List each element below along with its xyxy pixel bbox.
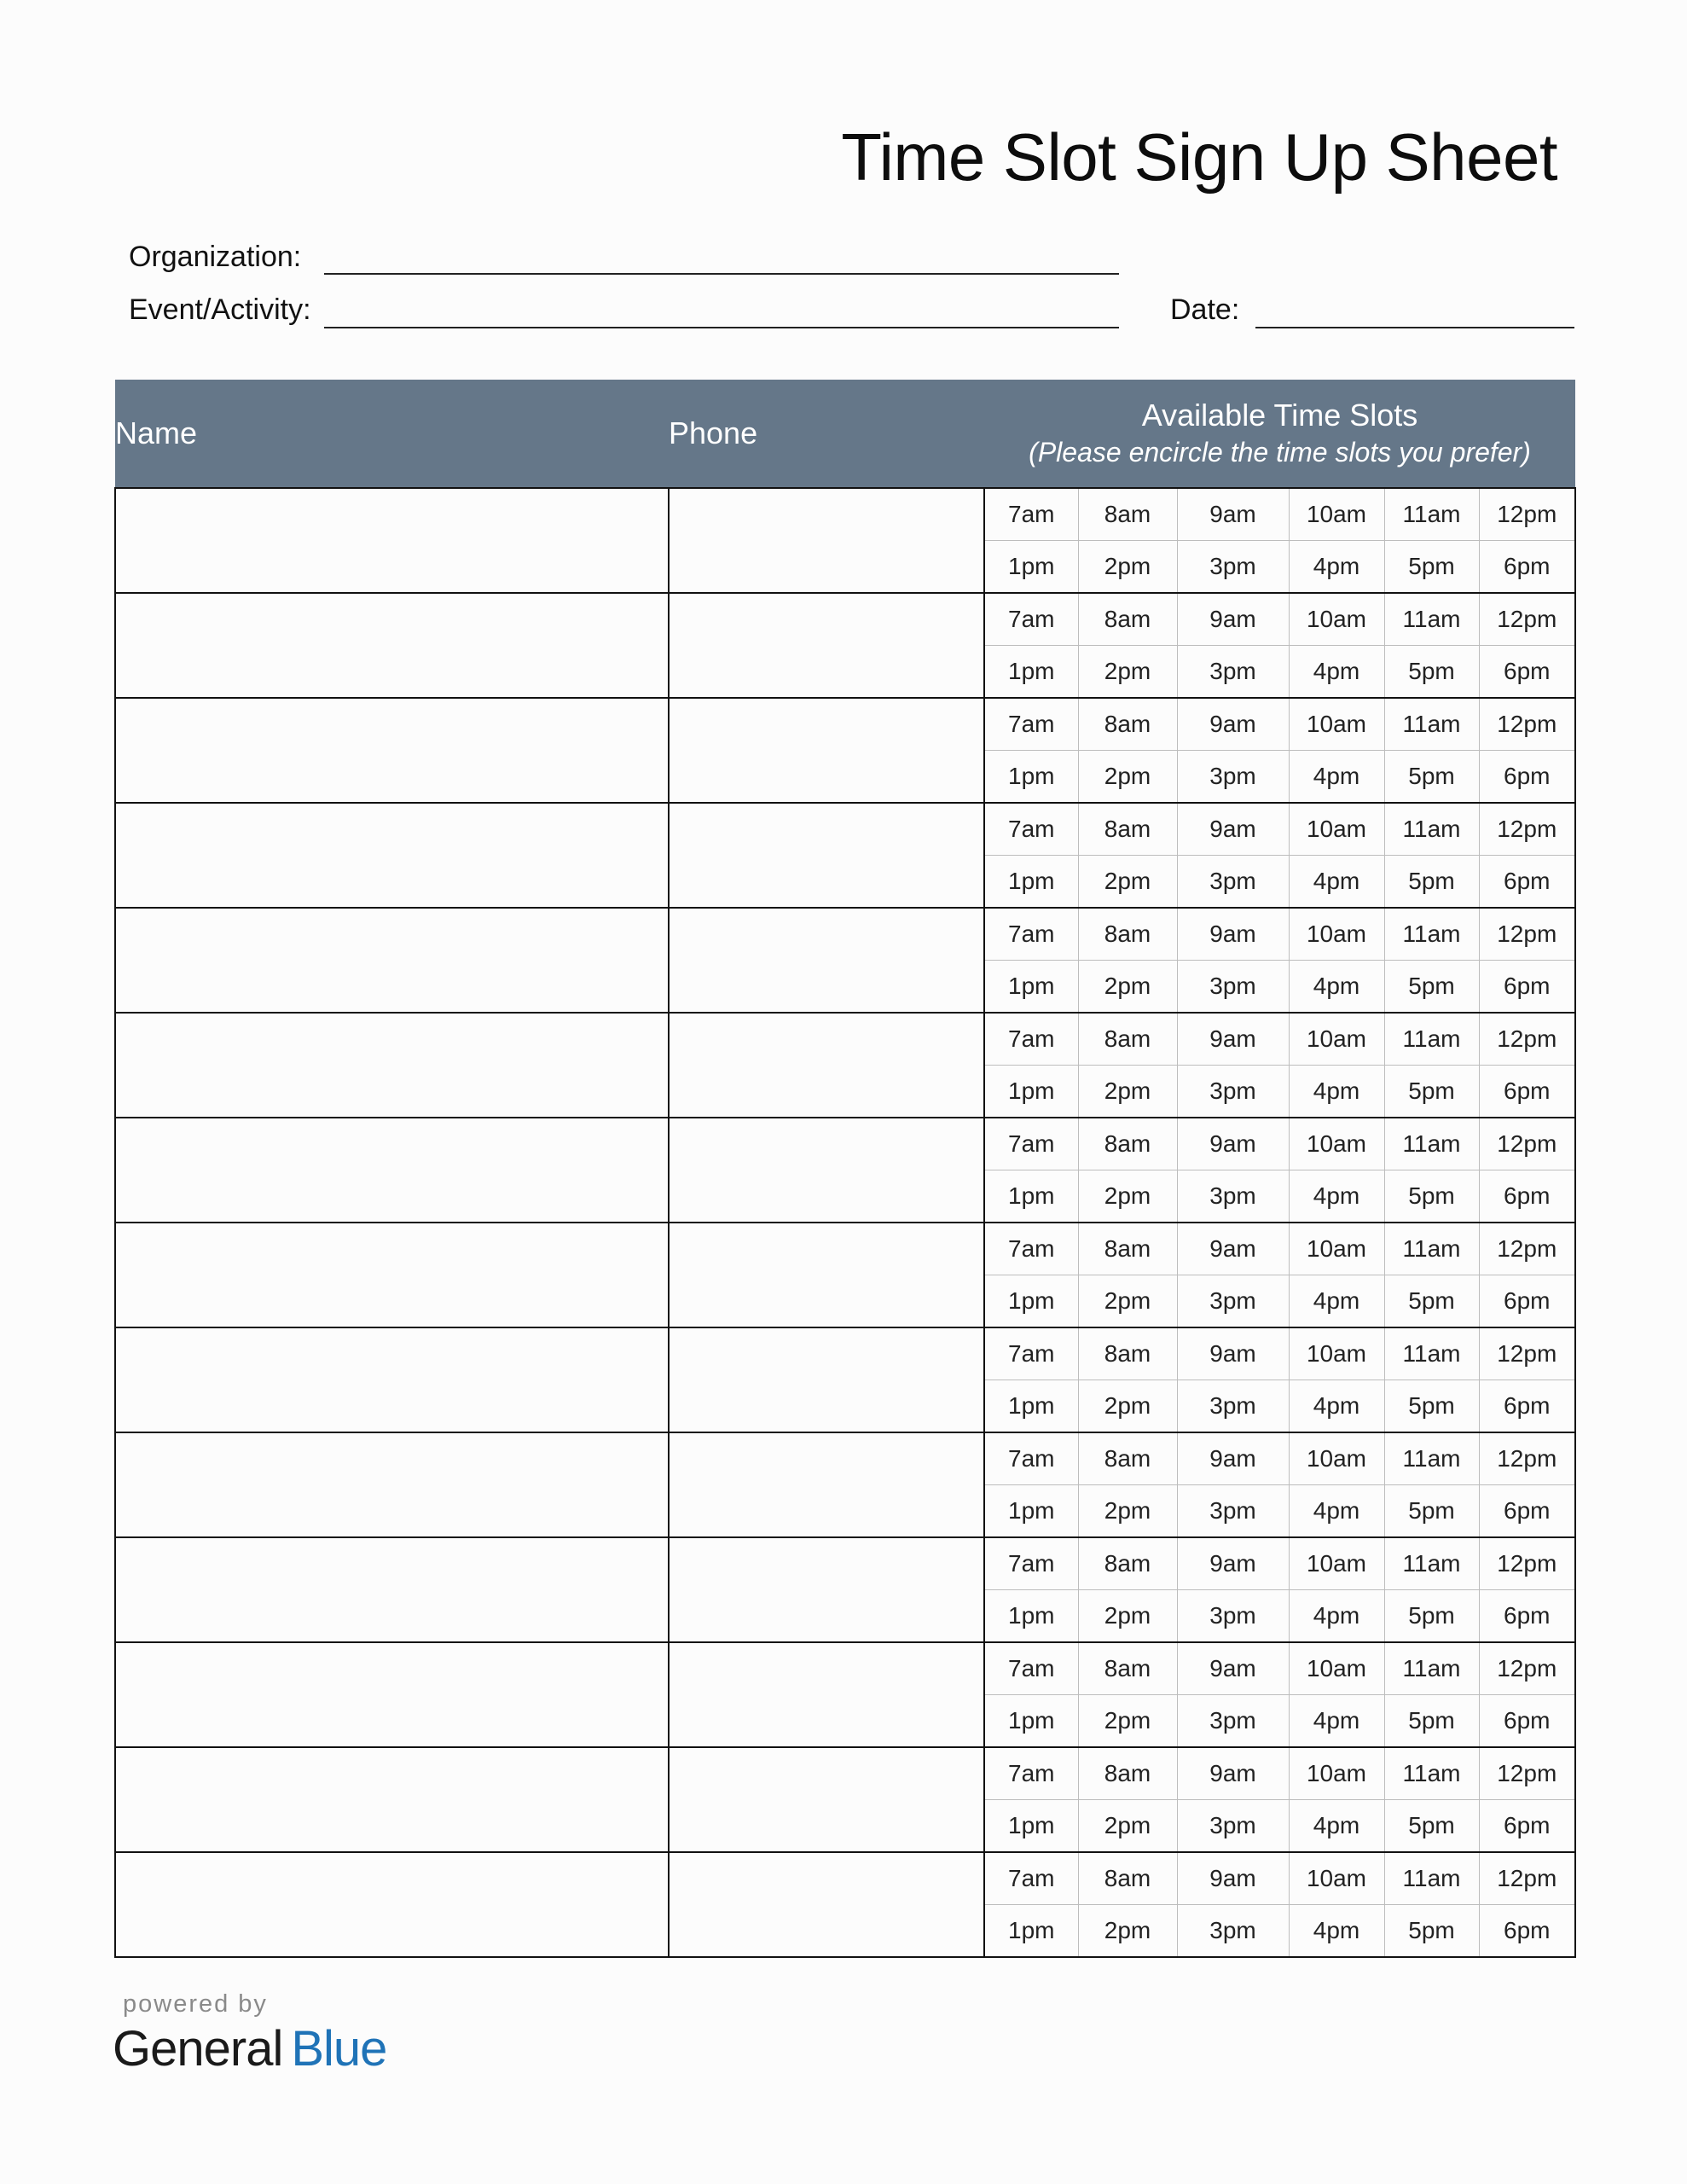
time-slot-option[interactable]: 8am [1078, 1642, 1177, 1695]
time-slot-option[interactable]: 9am [1177, 1747, 1289, 1800]
phone-cell[interactable] [669, 1327, 984, 1432]
time-slot-option[interactable]: 6pm [1479, 856, 1575, 909]
phone-cell[interactable] [669, 1642, 984, 1747]
time-slot-option[interactable]: 2pm [1078, 751, 1177, 804]
name-cell[interactable] [115, 1223, 669, 1327]
time-slot-option[interactable]: 4pm [1289, 1066, 1384, 1118]
time-slot-option[interactable]: 6pm [1479, 1905, 1575, 1958]
time-slot-option[interactable]: 4pm [1289, 541, 1384, 594]
phone-cell[interactable] [669, 908, 984, 1013]
event-field[interactable] [324, 327, 1119, 328]
time-slot-option[interactable]: 6pm [1479, 751, 1575, 804]
time-slot-option[interactable]: 10am [1289, 1432, 1384, 1485]
time-slot-option[interactable]: 10am [1289, 1537, 1384, 1590]
time-slot-option[interactable]: 4pm [1289, 856, 1384, 909]
time-slot-option[interactable]: 11am [1384, 1852, 1479, 1905]
time-slot-option[interactable]: 1pm [984, 646, 1078, 699]
time-slot-option[interactable]: 4pm [1289, 1275, 1384, 1328]
time-slot-option[interactable]: 12pm [1479, 803, 1575, 856]
phone-cell[interactable] [669, 488, 984, 593]
table-row [115, 1223, 1575, 1275]
table-row [115, 1432, 1575, 1485]
time-slot-option[interactable]: 1pm [984, 1170, 1078, 1223]
phone-cell[interactable] [669, 1118, 984, 1223]
time-slot-option[interactable]: 5pm [1384, 646, 1479, 699]
time-slot-option[interactable]: 11am [1384, 1432, 1479, 1485]
table-row [115, 488, 1575, 541]
phone-cell[interactable] [669, 1852, 984, 1957]
time-slot-option[interactable]: 12pm [1479, 1432, 1575, 1485]
time-slot-option[interactable]: 2pm [1078, 1905, 1177, 1958]
time-slot-option[interactable]: 1pm [984, 1485, 1078, 1538]
phone-cell[interactable] [669, 698, 984, 803]
table-row [115, 1642, 1575, 1695]
time-slot-option[interactable]: 10am [1289, 1013, 1384, 1066]
table-row [115, 1013, 1575, 1066]
time-slot-option[interactable]: 7am [984, 803, 1078, 856]
name-cell[interactable] [115, 1852, 669, 1957]
time-slot-option[interactable]: 6pm [1479, 961, 1575, 1014]
time-slot-option[interactable]: 5pm [1384, 856, 1479, 909]
time-slot-option[interactable]: 5pm [1384, 1695, 1479, 1748]
name-cell[interactable] [115, 1432, 669, 1537]
time-slot-option[interactable]: 7am [984, 488, 1078, 541]
time-slot-option[interactable]: 4pm [1289, 961, 1384, 1014]
name-cell[interactable] [115, 488, 669, 593]
time-slot-option[interactable]: 9am [1177, 803, 1289, 856]
time-slot-option[interactable]: 4pm [1289, 1590, 1384, 1643]
time-slot-option[interactable]: 1pm [984, 961, 1078, 1014]
time-slot-option[interactable]: 7am [984, 1118, 1078, 1170]
table-row [115, 1747, 1575, 1800]
time-slot-option[interactable]: 2pm [1078, 646, 1177, 699]
time-slot-option[interactable]: 7am [984, 1747, 1078, 1800]
name-cell[interactable] [115, 1642, 669, 1747]
time-slot-option[interactable]: 12pm [1479, 1327, 1575, 1380]
time-slot-option[interactable]: 1pm [984, 1590, 1078, 1643]
table-row [115, 1327, 1575, 1380]
column-header-phone: Phone [669, 380, 984, 488]
time-slot-option[interactable]: 3pm [1177, 751, 1289, 804]
time-slot-option[interactable]: 7am [984, 908, 1078, 961]
time-slot-option[interactable]: 11am [1384, 488, 1479, 541]
phone-cell[interactable] [669, 1013, 984, 1118]
time-slot-option[interactable]: 10am [1289, 1327, 1384, 1380]
time-slot-option[interactable]: 4pm [1289, 751, 1384, 804]
time-slot-option[interactable]: 10am [1289, 1118, 1384, 1170]
time-slot-option[interactable]: 10am [1289, 1223, 1384, 1275]
time-slot-option[interactable]: 9am [1177, 1432, 1289, 1485]
name-cell[interactable] [115, 803, 669, 908]
time-slot-option[interactable]: 2pm [1078, 1066, 1177, 1118]
time-slot-option[interactable]: 4pm [1289, 646, 1384, 699]
time-slot-option[interactable]: 7am [984, 1852, 1078, 1905]
time-slot-option[interactable]: 1pm [984, 856, 1078, 909]
phone-cell[interactable] [669, 1747, 984, 1852]
time-slot-option[interactable]: 10am [1289, 593, 1384, 646]
time-slot-option[interactable]: 2pm [1078, 1380, 1177, 1433]
time-slot-option[interactable]: 12pm [1479, 698, 1575, 751]
event-label: Event/Activity: [129, 293, 311, 326]
time-slot-option[interactable]: 5pm [1384, 1485, 1479, 1538]
time-slot-option[interactable]: 8am [1078, 1852, 1177, 1905]
time-slot-option[interactable]: 9am [1177, 1537, 1289, 1590]
column-header-name: Name [115, 380, 669, 488]
powered-by-text: powered by [123, 1990, 268, 2018]
time-slot-option[interactable]: 8am [1078, 1118, 1177, 1170]
time-slot-option[interactable]: 5pm [1384, 1275, 1479, 1328]
time-slot-option[interactable]: 9am [1177, 908, 1289, 961]
time-slot-option[interactable]: 9am [1177, 1118, 1289, 1170]
time-slot-option[interactable]: 10am [1289, 1642, 1384, 1695]
time-slot-option[interactable]: 6pm [1479, 1695, 1575, 1748]
time-slot-option[interactable]: 11am [1384, 1747, 1479, 1800]
time-slot-option[interactable]: 9am [1177, 1327, 1289, 1380]
table-row [115, 908, 1575, 961]
time-slot-option[interactable]: 1pm [984, 541, 1078, 594]
time-slot-option[interactable]: 3pm [1177, 1905, 1289, 1958]
time-slot-option[interactable]: 11am [1384, 908, 1479, 961]
time-slot-option[interactable]: 8am [1078, 908, 1177, 961]
name-cell[interactable] [115, 1327, 669, 1432]
time-slot-option[interactable]: 8am [1078, 1013, 1177, 1066]
time-slot-option[interactable]: 9am [1177, 1852, 1289, 1905]
time-slot-option[interactable]: 7am [984, 1013, 1078, 1066]
name-cell[interactable] [115, 698, 669, 803]
time-slot-option[interactable]: 3pm [1177, 1170, 1289, 1223]
time-slot-option[interactable]: 2pm [1078, 1800, 1177, 1853]
time-slot-option[interactable]: 7am [984, 1327, 1078, 1380]
time-slot-option[interactable]: 10am [1289, 803, 1384, 856]
time-slot-option[interactable]: 3pm [1177, 1800, 1289, 1853]
time-slot-option[interactable]: 2pm [1078, 1170, 1177, 1223]
time-slot-option[interactable]: 8am [1078, 803, 1177, 856]
phone-cell[interactable] [669, 593, 984, 698]
time-slot-option[interactable]: 5pm [1384, 1170, 1479, 1223]
name-cell[interactable] [115, 593, 669, 698]
time-slot-option[interactable]: 1pm [984, 1380, 1078, 1433]
time-slot-option[interactable]: 5pm [1384, 541, 1479, 594]
time-slots-instruction: (Please encircle the time slots you prefer) [1029, 436, 1531, 468]
time-slot-option[interactable]: 7am [984, 1642, 1078, 1695]
table-row [115, 803, 1575, 856]
phone-cell[interactable] [669, 803, 984, 908]
time-slot-option[interactable]: 7am [984, 1432, 1078, 1485]
time-slot-option[interactable]: 11am [1384, 803, 1479, 856]
time-slot-option[interactable]: 5pm [1384, 961, 1479, 1014]
time-slot-option[interactable]: 4pm [1289, 1485, 1384, 1538]
time-slot-option[interactable]: 2pm [1078, 961, 1177, 1014]
time-slot-option[interactable]: 1pm [984, 1905, 1078, 1958]
time-slot-option[interactable]: 3pm [1177, 1066, 1289, 1118]
time-slot-option[interactable]: 5pm [1384, 1590, 1479, 1643]
name-cell[interactable] [115, 1537, 669, 1642]
time-slot-option[interactable]: 8am [1078, 1327, 1177, 1380]
time-slot-option[interactable]: 10am [1289, 488, 1384, 541]
time-slot-option[interactable]: 9am [1177, 1013, 1289, 1066]
time-slot-option[interactable]: 8am [1078, 698, 1177, 751]
time-slot-option[interactable]: 10am [1289, 1852, 1384, 1905]
name-cell[interactable] [115, 908, 669, 1013]
column-header-time-slots [984, 380, 1575, 488]
time-slot-option[interactable]: 8am [1078, 1537, 1177, 1590]
time-slot-option[interactable]: 3pm [1177, 1590, 1289, 1643]
time-slot-option[interactable]: 1pm [984, 1275, 1078, 1328]
time-slot-option[interactable]: 6pm [1479, 1800, 1575, 1853]
time-slot-option[interactable]: 9am [1177, 1223, 1289, 1275]
table-row [115, 593, 1575, 646]
time-slot-option[interactable]: 6pm [1479, 1590, 1575, 1643]
organization-label: Organization: [129, 241, 302, 273]
time-slot-option[interactable]: 9am [1177, 488, 1289, 541]
time-slot-option[interactable]: 7am [984, 1537, 1078, 1590]
time-slot-option[interactable]: 12pm [1479, 488, 1575, 541]
time-slot-option[interactable]: 9am [1177, 698, 1289, 751]
time-slot-option[interactable]: 12pm [1479, 1013, 1575, 1066]
time-slot-option[interactable]: 11am [1384, 698, 1479, 751]
name-cell[interactable] [115, 1013, 669, 1118]
time-slot-option[interactable]: 2pm [1078, 1485, 1177, 1538]
time-slot-option[interactable]: 11am [1384, 1642, 1479, 1695]
time-slot-option[interactable]: 2pm [1078, 541, 1177, 594]
brand-name-part2: Blue [291, 2021, 387, 2077]
time-slot-option[interactable]: 11am [1384, 1013, 1479, 1066]
time-slot-option[interactable]: 8am [1078, 1432, 1177, 1485]
time-slot-option[interactable]: 5pm [1384, 1380, 1479, 1433]
time-slot-option[interactable]: 12pm [1479, 1118, 1575, 1170]
time-slot-option[interactable]: 8am [1078, 488, 1177, 541]
table-row [115, 698, 1575, 751]
time-slot-option[interactable]: 5pm [1384, 1800, 1479, 1853]
time-slot-option[interactable]: 7am [984, 593, 1078, 646]
phone-cell[interactable] [669, 1537, 984, 1642]
time-slot-option[interactable]: 11am [1384, 593, 1479, 646]
time-slot-option[interactable]: 8am [1078, 1747, 1177, 1800]
date-field[interactable] [1255, 327, 1574, 328]
time-slot-option[interactable]: 10am [1289, 908, 1384, 961]
time-slot-option[interactable]: 5pm [1384, 1905, 1479, 1958]
time-slot-option[interactable]: 7am [984, 1223, 1078, 1275]
time-slot-option[interactable]: 2pm [1078, 1275, 1177, 1328]
time-slot-option[interactable]: 5pm [1384, 751, 1479, 804]
time-slot-option[interactable]: 2pm [1078, 856, 1177, 909]
organization-field[interactable] [324, 273, 1119, 275]
time-slot-option[interactable]: 3pm [1177, 1695, 1289, 1748]
time-slot-option[interactable]: 1pm [984, 1695, 1078, 1748]
time-slot-option[interactable]: 6pm [1479, 1066, 1575, 1118]
table-header-row [115, 380, 1575, 488]
signup-table [114, 380, 1576, 1958]
time-slot-option[interactable]: 8am [1078, 1223, 1177, 1275]
time-slot-option[interactable]: 12pm [1479, 1223, 1575, 1275]
time-slot-option[interactable]: 12pm [1479, 593, 1575, 646]
time-slot-option[interactable]: 11am [1384, 1118, 1479, 1170]
time-slot-option[interactable]: 12pm [1479, 908, 1575, 961]
time-slot-option[interactable]: 4pm [1289, 1695, 1384, 1748]
time-slot-option[interactable]: 7am [984, 698, 1078, 751]
time-slot-option[interactable]: 12pm [1479, 1747, 1575, 1800]
time-slot-option[interactable]: 4pm [1289, 1800, 1384, 1853]
time-slot-option[interactable]: 11am [1384, 1223, 1479, 1275]
phone-cell[interactable] [669, 1432, 984, 1537]
time-slot-option[interactable]: 2pm [1078, 1695, 1177, 1748]
time-slot-option[interactable]: 1pm [984, 1800, 1078, 1853]
time-slot-option[interactable]: 6pm [1479, 541, 1575, 594]
time-slot-option[interactable]: 6pm [1479, 1380, 1575, 1433]
time-slot-option[interactable]: 3pm [1177, 646, 1289, 699]
time-slot-option[interactable]: 6pm [1479, 1485, 1575, 1538]
table-row [115, 1852, 1575, 1905]
time-slot-option[interactable]: 4pm [1289, 1170, 1384, 1223]
time-slot-option[interactable]: 3pm [1177, 856, 1289, 909]
page-title: Time Slot Sign Up Sheet [841, 119, 1557, 195]
time-slot-option[interactable]: 3pm [1177, 541, 1289, 594]
time-slot-option[interactable]: 12pm [1479, 1852, 1575, 1905]
time-slot-option[interactable]: 10am [1289, 698, 1384, 751]
time-slot-option[interactable]: 1pm [984, 1066, 1078, 1118]
time-slot-option[interactable]: 3pm [1177, 961, 1289, 1014]
table-row [115, 1537, 1575, 1590]
time-slot-option[interactable]: 9am [1177, 593, 1289, 646]
time-slots-title: Available Time Slots [1141, 397, 1418, 433]
time-slot-option[interactable]: 3pm [1177, 1275, 1289, 1328]
time-slot-option[interactable]: 4pm [1289, 1380, 1384, 1433]
time-slot-option[interactable]: 8am [1078, 593, 1177, 646]
time-slot-option[interactable]: 10am [1289, 1747, 1384, 1800]
name-cell[interactable] [115, 1747, 669, 1852]
time-slot-option[interactable]: 6pm [1479, 1275, 1575, 1328]
date-label: Date: [1170, 293, 1240, 326]
time-slot-option[interactable]: 9am [1177, 1642, 1289, 1695]
phone-cell[interactable] [669, 1223, 984, 1327]
time-slot-option[interactable]: 1pm [984, 751, 1078, 804]
table-body [115, 488, 1575, 1957]
time-slot-option[interactable]: 6pm [1479, 1170, 1575, 1223]
time-slot-option[interactable]: 2pm [1078, 1590, 1177, 1643]
time-slot-option[interactable]: 11am [1384, 1327, 1479, 1380]
time-slot-option[interactable]: 4pm [1289, 1905, 1384, 1958]
time-slot-option[interactable]: 12pm [1479, 1537, 1575, 1590]
brand-name-part1: General [113, 2021, 283, 2077]
time-slot-option[interactable]: 3pm [1177, 1380, 1289, 1433]
time-slot-option[interactable]: 3pm [1177, 1485, 1289, 1538]
table-row [115, 1118, 1575, 1170]
time-slot-option[interactable]: 6pm [1479, 646, 1575, 699]
name-cell[interactable] [115, 1118, 669, 1223]
time-slot-option[interactable]: 11am [1384, 1537, 1479, 1590]
time-slot-option[interactable]: 12pm [1479, 1642, 1575, 1695]
time-slot-option[interactable]: 5pm [1384, 1066, 1479, 1118]
brand-logo [113, 2020, 386, 2077]
